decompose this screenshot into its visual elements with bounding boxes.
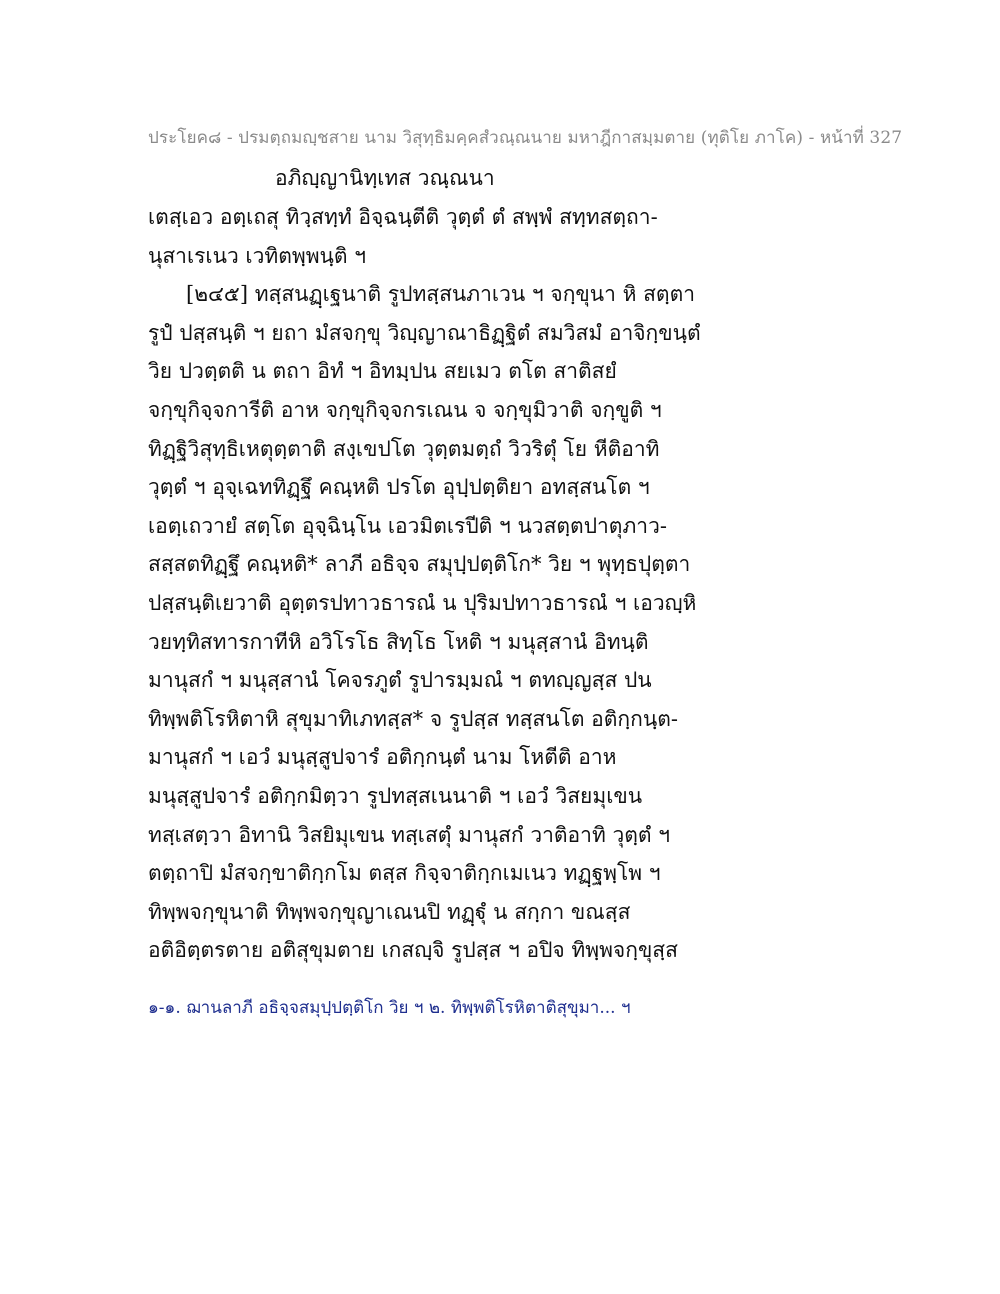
text-line: จกฺขุกิจฺจการีติ อาห จกฺขุกิจฺจกรเณน จ จกฺขุมิวาติ จกฺขูติ ฯ — [148, 397, 662, 422]
text-line: เตสฺเอว อตฺเถสุ ทิวฺสทฺทํ อิจฺฉนฺตีติ วุตฺตํ ตํ สพฺพํ สทฺทสตฺถา- — [148, 205, 658, 229]
text-line: ทิพฺพจกฺขุนาติ ทิพฺพจกฺขุญาเณนปิ ทฏฺฐุํ น สกฺกา ขณสฺส — [148, 899, 631, 924]
text-line: ปสฺสนฺติเยวาติ อุตฺตรปทาวธารณํ น ปุริมปทาวธารณํ ฯ เอวญฺหิ — [148, 590, 697, 615]
text-line: นุสาเรเนว เวทิตพฺพนฺติ ฯ — [148, 243, 367, 268]
text-line: สสฺสตทิฏฺฐึ คณฺหติ* ลาภี อธิจฺจ สมุปฺปตฺติโก* วิย ฯ พุทฺธปุตฺตา — [148, 552, 691, 577]
text-line: ทิฏฺฐิวิสุทฺธิเหตุตฺตาติ สงฺเขปโต วุตฺตมตฺถํ วิวริตุํ โย หีติอาทิ — [148, 436, 660, 461]
text-line: รูปํ ปสฺสนฺติ ฯ ยถา มํสจกฺขุ วิญฺญาณาธิฏฺฐิตํ สมวิสมํ อาจิกฺขนฺตํ — [148, 320, 701, 345]
text-line: เอตฺเถวายํ สตฺโต อุจฺฉินฺโน เอวมิตเรปีติ ฯ นวสตฺตปาตุภาว- — [148, 513, 667, 538]
text-line: วยทฺทิสทารกาทีหิ อวิโรโธ สิทฺโธ โหติ ฯ มนุสฺสานํ อิทนฺติ — [148, 629, 649, 654]
body-text — [148, 198, 868, 970]
text-line: ทสฺเสตฺวา อิทานิ วิสยิมุเขน ทสฺเสตุํ มานุสกํ วาติอาทิ วุตฺตํ ฯ — [148, 822, 670, 847]
text-line: ตตฺถาปิ มํสจกฺขาติกฺกโม ตสฺส กิจฺจาติกฺกเมเนว ทฏฺฐพฺโพ ฯ — [148, 861, 661, 886]
text-line: มานุสกํ ฯ มนุสฺสานํ โคจรภูตํ รูปารมฺมณํ ฯ ตทญฺญสฺส ปน — [148, 668, 652, 693]
text-line: ทิพฺพติโรหิตาหิ สุขุมาทิเภทสฺส* จ รูปสฺส ทสฺสนโต อติกฺกนฺต- — [148, 706, 678, 731]
paragraph-start-line: [๒๔๕] ทสฺสนฏฺเฐนาติ รูปทสฺสนภาเวน ฯ จกฺขุนา หิ สตฺตา — [186, 282, 695, 307]
section-title: อภิญฺญานิทฺเทส วณฺณนา — [275, 166, 495, 190]
footnote: ๑-๑. ฌานลาภี อธิจฺจสมุปฺปตฺติโก วิย ฯ ๒. ทิพฺพติโรหิตาติสุขุมา... ฯ — [148, 998, 631, 1018]
text-line: มนุสฺสูปจารํ อติกฺกมิตฺวา รูปทสฺสเนนาติ ฯ เอวํ วิสยมุเขน — [148, 783, 643, 808]
text-line: อติอิตฺตรตาย อติสุขุมตาย เกสญฺจิ รูปสฺส ฯ อปิจ ทิพฺพจกฺขุสฺส — [148, 938, 678, 963]
text-line: วุตฺตํ ฯ อุจฺเฉททิฏฺฐึ คณฺหติ ปรโต อุปฺปตฺติยา อทสฺสนโต ฯ — [148, 475, 650, 500]
text-line: วิย ปวตฺตติ น ตถา อิทํ ฯ อิทมฺปน สยเมว ตโต สาติสยํ — [148, 359, 617, 384]
text-line: มานุสกํ ฯ เอวํ มนุสฺสูปจารํ อติกฺกนฺตํ นาม โหตีติ อาห — [148, 745, 617, 770]
running-header: ประโยค๘ - ปรมตฺถมญฺชสาย นาม วิสุทฺธิมคฺคสํวณฺณนาย มหาฎีกาสมฺมตาย (ทุติโย ภาโค) - หน้าที่ 327 — [148, 128, 903, 148]
